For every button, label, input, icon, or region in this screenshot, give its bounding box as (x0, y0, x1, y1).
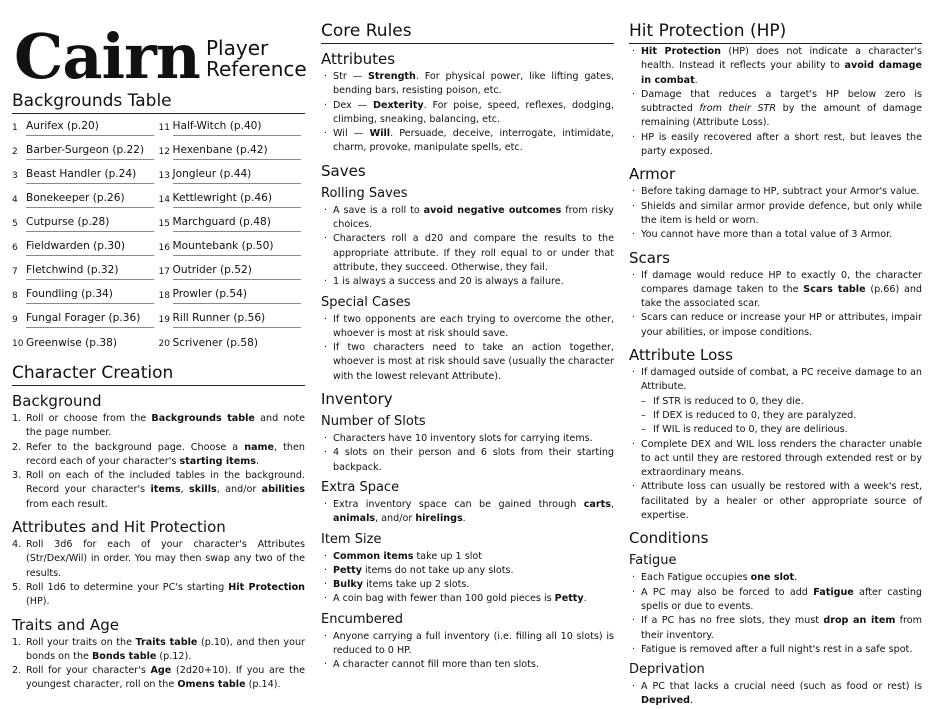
step-item (12, 636, 305, 665)
background-name-cell (173, 116, 305, 140)
encumbered-list (321, 630, 614, 673)
bullet-item: · A PC that lacks a crucial need (such as food or rest) is Deprived. (629, 680, 922, 709)
bullet-item: · Scars can reduce or increase your HP or attributes, impair your abilities, or impose conditions. (629, 311, 922, 340)
step-item (12, 538, 305, 581)
logo-subtitle-line1: Player (206, 36, 269, 60)
bullet-item: · Common items take up 1 slot (321, 550, 614, 564)
scars-heading: Scars (629, 248, 670, 267)
background-number: 19 (158, 315, 170, 325)
background-name: Kettlewright (p.46) (173, 192, 301, 208)
background-number: 14 (158, 195, 170, 205)
backgrounds-table (12, 116, 305, 356)
bullet-item: · If damage would reduce HP to exactly 0, the character compares damage taken to the Scars table (p.66) and take the associated scar. (629, 269, 922, 312)
background-name-cell (26, 308, 158, 332)
traits-age-steps (12, 636, 305, 693)
step-text: Roll your traits on the Traits table (p.10), and then your bonds on the Bonds table (p.12). (26, 636, 305, 662)
backgrounds-table-row (12, 332, 305, 356)
backgrounds-heading: Backgrounds Table (12, 90, 305, 114)
background-number: 6 (12, 243, 18, 253)
logo-title: Cairn (14, 20, 200, 93)
background-name: Jongleur (p.44) (173, 168, 301, 184)
background-name: Outrider (p.52) (173, 264, 301, 280)
background-name-cell (26, 284, 158, 308)
rolling-saves-heading: Rolling Saves (321, 185, 408, 201)
traits-age-heading: Traits and Age (12, 615, 119, 634)
backgrounds-table-row (12, 236, 305, 260)
scars-list (629, 269, 922, 340)
background-name: Half-Witch (p.40) (173, 120, 301, 136)
background-name-cell (26, 116, 158, 140)
background-name: Mountebank (p.50) (173, 240, 301, 256)
extra-space-heading: Extra Space (321, 479, 400, 495)
bullet-item: · Each Fatigue occupies one slot. (629, 571, 922, 585)
background-number: 7 (12, 267, 18, 277)
background-name: Hexenbane (p.42) (173, 144, 301, 160)
background-name-cell (26, 188, 158, 212)
background-name-cell (173, 236, 305, 260)
background-name-cell (26, 164, 158, 188)
background-name-cell (26, 332, 158, 356)
step-item (12, 412, 305, 441)
background-number: 12 (158, 147, 170, 157)
background-name: Aurifex (p.20) (26, 120, 154, 136)
backgrounds-table-row (12, 188, 305, 212)
step-text: Roll 1d6 to determine your PC's starting Hit Protection (HP). (26, 581, 305, 608)
conditions-heading: Conditions (629, 529, 709, 548)
background-number: 16 (158, 243, 170, 253)
bullet-item: · Hit Protection (HP) does not indicate a character's health. Instead it reflects your ability to avoid damage in combat. (629, 45, 922, 88)
step-number: 2. (12, 665, 22, 677)
bullet-item: · If two characters need to take an action together, whoever is most at risk should save (usually the character with the lowest relevant Attribute). (321, 341, 614, 384)
core-rules-heading: Core Rules (321, 20, 614, 44)
background-number: 5 (12, 219, 18, 229)
bullet-item: · Characters have 10 inventory slots for carrying items. (321, 432, 614, 446)
bullet-item: · A save is a roll to avoid negative outcomes from risky choices. (321, 204, 614, 233)
step-item (12, 469, 305, 512)
bullet-item: · Extra inventory space can be gained through carts, animals, and/or hirelings. (321, 498, 614, 527)
logo-subtitle-line2: Reference (206, 57, 307, 81)
backgrounds-table-row (12, 308, 305, 332)
bullet-item: · Str — Strength. For physical power, like lifting gates, bending bars, resisting poison, etc. (321, 70, 614, 99)
background-name: Fieldwarden (p.30) (26, 240, 154, 256)
backgrounds-table-row (12, 164, 305, 188)
background-name: Foundling (p.34) (26, 288, 154, 304)
bullet-item: · If two opponents are each trying to overcome the other, whoever is most at risk should save. (321, 313, 614, 342)
background-name: Scrivener (p.58) (172, 336, 258, 349)
background-name: Rill Runner (p.56) (173, 312, 301, 328)
bullet-item: · 1 is always a success and 20 is always a failure. (321, 275, 614, 289)
background-name-cell (26, 212, 158, 236)
backgrounds-table-row (12, 260, 305, 284)
step-number: 3. (12, 470, 22, 482)
attribute-loss-heading: Attribute Loss (629, 346, 733, 365)
inventory-heading: Inventory (321, 390, 393, 409)
background-name: Cutpurse (p.28) (26, 216, 154, 232)
number-of-slots-list (321, 432, 614, 475)
fatigue-heading: Fatigue (629, 553, 677, 569)
step-text: Roll 3d6 for each of your character's Attributes (Str/Dex/Wil) in order. You may then swap any two of the results. (26, 539, 305, 579)
fatigue-list (629, 571, 922, 657)
background-name-cell (173, 212, 305, 236)
background-number: 9 (12, 315, 18, 325)
background-name: Prowler (p.54) (173, 288, 301, 304)
deprivation-heading: Deprivation (629, 662, 705, 678)
step-number: 1. (12, 413, 22, 424)
column-left (12, 90, 305, 693)
column-middle (321, 20, 614, 673)
background-number: 4 (12, 195, 18, 205)
bullet-item: · Bulky items take up 2 slots. (321, 578, 614, 592)
background-number: 13 (158, 171, 170, 181)
attributes-list (321, 70, 614, 156)
background-name-cell (26, 236, 158, 260)
hit-protection-list (629, 45, 922, 159)
background-name: Beast Handler (p.24) (26, 168, 154, 184)
attributes-heading: Attributes (321, 50, 396, 68)
number-of-slots-heading: Number of Slots (321, 414, 426, 430)
bullet-item: · If a PC has no free slots, they must drop an item from their inventory. (629, 614, 922, 643)
bullet-item: · Attribute loss can usually be restored with a week's rest, facilitated by a healer or other appropriate source of expertise. (629, 480, 922, 523)
backgrounds-table-row (12, 284, 305, 308)
column-right (629, 20, 922, 709)
bullet-item: · Anyone carrying a full inventory (i.e. filling all 10 slots) is reduced to 0 HP. (321, 630, 614, 659)
step-item (12, 441, 305, 470)
attribute-loss-dash-item: – If STR is reduced to 0, they die. (629, 395, 922, 409)
background-name-cell (173, 260, 305, 284)
background-name: Marchguard (p.48) (173, 216, 301, 232)
deprivation-list (629, 680, 922, 709)
bullet-item: · You cannot have more than a total value of 3 Armor. (629, 228, 922, 242)
step-number: 4. (12, 539, 22, 551)
background-number: 15 (158, 219, 170, 229)
bullet-item: · Damage that reduces a target's HP below zero is subtracted from their STR by the amount of damage remaining (Attribute Loss). (629, 88, 922, 131)
background-name-cell (173, 188, 305, 212)
background-heading: Background (12, 392, 102, 410)
background-name-cell (173, 308, 305, 332)
step-item (12, 664, 305, 693)
backgrounds-table-row (12, 140, 305, 164)
attribute-loss-dash-item: – If WIL is reduced to 0, they are delirious. (629, 423, 922, 437)
attribute-loss-list (629, 366, 922, 437)
step-number: 1. (12, 636, 22, 648)
attribute-loss-dash-item: – If DEX is reduced to 0, they are paralyzed. (629, 409, 922, 423)
bullet-item: · Shields and similar armor provide defence, but only while the item is held or worn. (629, 200, 922, 229)
bullet-item: · 4 slots on their person and 6 slots from their starting backpack. (321, 446, 614, 475)
armor-list (629, 185, 922, 242)
extra-space-list (321, 498, 614, 527)
hit-protection-heading: Hit Protection (HP) (629, 20, 922, 44)
background-steps (12, 412, 305, 512)
step-text: Roll or choose from the Backgrounds table and note the page number. (26, 413, 306, 439)
backgrounds-table-row (12, 212, 305, 236)
attributes-hp-heading: Attributes and Hit Protection (12, 518, 226, 537)
bullet-item: · Dex — Dexterity. For poise, speed, reflexes, dodging, climbing, sneaking, balancing, etc. (321, 99, 614, 128)
bullet-item: · Petty items do not take up any slots. (321, 564, 614, 578)
rolling-saves-list (321, 204, 614, 290)
special-cases-list (321, 313, 614, 384)
step-number: 5. (12, 581, 22, 593)
background-number: 8 (12, 291, 18, 301)
background-name-cell (173, 284, 305, 308)
bullet-item: · Complete DEX and WIL loss renders the character unable to act until they are restored through extended rest or by extraordinary means. (629, 438, 922, 481)
item-size-heading: Item Size (321, 531, 382, 547)
background-name: Fletchwind (p.32) (26, 264, 154, 280)
background-number: 17 (158, 267, 170, 277)
bullet-item: · A PC may also be forced to add Fatigue after casting spells or due to events. (629, 586, 922, 615)
step-item (12, 581, 305, 610)
step-text: Roll for your character's Age (2d20+10). If you are the youngest character, roll on the Omens table (p.14). (26, 665, 305, 691)
step-text: Roll on each of the included tables in the background. Record your character's items, skills, and/or abilities from each result. (26, 470, 305, 510)
background-name-cell (173, 164, 305, 188)
background-number: 1 (12, 123, 18, 133)
attribute-loss-more-list (629, 438, 922, 524)
background-name: Fungal Forager (p.36) (26, 312, 154, 328)
logo-subtitle (206, 38, 307, 80)
backgrounds-table-row (12, 116, 305, 140)
bullet-item: · A character cannot fill more than ten slots. (321, 658, 614, 672)
item-size-list (321, 550, 614, 607)
armor-heading: Armor (629, 165, 676, 184)
background-number: 11 (158, 123, 170, 133)
attribute-loss-intro: · If damaged outside of combat, a PC receive damage to an Attribute. (629, 366, 922, 395)
background-name-cell (173, 140, 305, 164)
character-creation-heading: Character Creation (12, 362, 305, 386)
background-name-cell (26, 260, 158, 284)
bullet-item: · Fatigue is removed after a full night's rest in a safe spot. (629, 643, 922, 657)
background-number: 20 (158, 339, 170, 349)
bullet-item: · Characters roll a d20 and compare the results to the appropriate attribute. If they roll equal to or under that attribute, they succeed. Otherwise, they fail. (321, 232, 614, 275)
background-name: Bonekeeper (p.26) (26, 192, 154, 208)
attributes-hp-steps (12, 538, 305, 609)
background-number: 2 (12, 147, 18, 157)
encumbered-heading: Encumbered (321, 611, 404, 627)
background-number: 10 (12, 339, 24, 349)
bullet-item: · Before taking damage to HP, subtract your Armor's value. (629, 185, 922, 199)
step-text: Refer to the background page. Choose a name, then record each of your character's starting items. (26, 441, 305, 467)
background-name: Greenwise (p.38) (26, 336, 117, 349)
background-name-cell (26, 140, 158, 164)
background-number: 18 (158, 291, 170, 301)
background-name-cell (173, 332, 305, 356)
bullet-item: · HP is easily recovered after a short rest, but leaves the party exposed. (629, 131, 922, 160)
saves-heading: Saves (321, 161, 366, 180)
special-cases-heading: Special Cases (321, 294, 411, 310)
step-number: 2. (12, 441, 22, 453)
bullet-item: · Wil — Will. Persuade, deceive, interrogate, intimidate, charm, provoke, manipulate spells, etc. (321, 127, 614, 156)
background-number: 3 (12, 171, 18, 181)
bullet-item: · A coin bag with fewer than 100 gold pieces is Petty. (321, 592, 614, 606)
background-name: Barber-Surgeon (p.22) (26, 144, 154, 160)
